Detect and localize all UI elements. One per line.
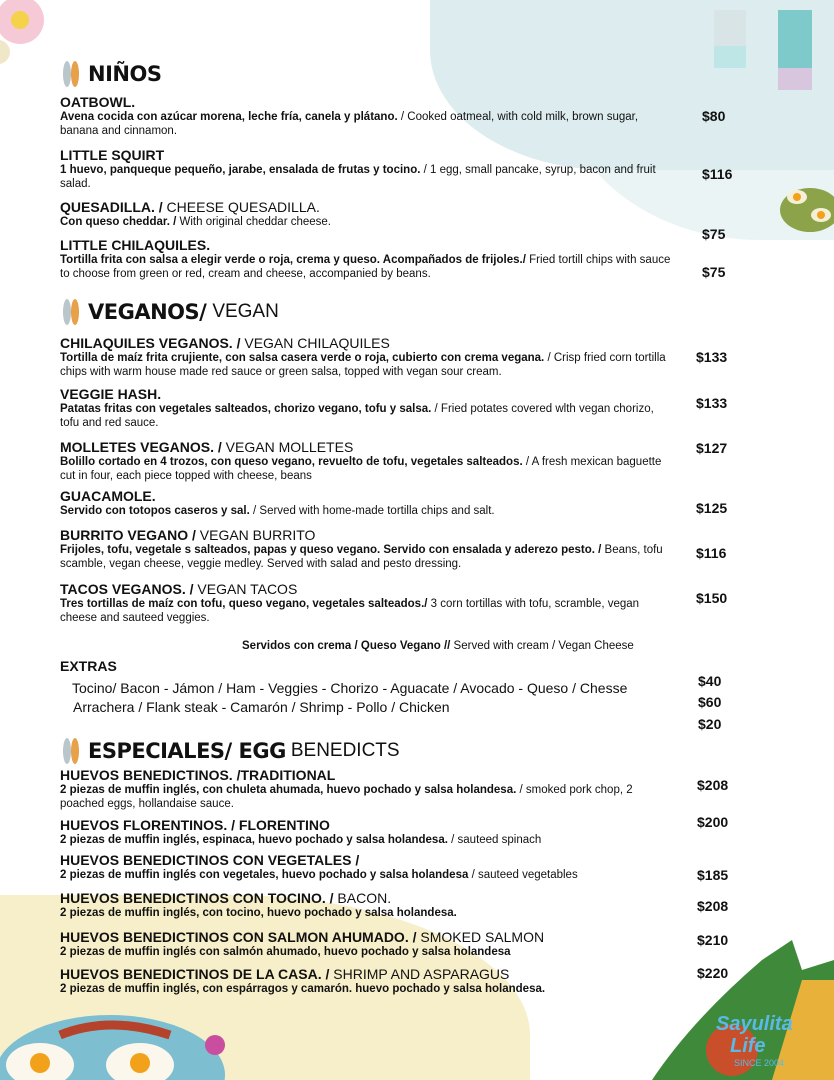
item-name: HUEVOS BENEDICTINOS. /TRADITIONAL	[60, 767, 336, 783]
section-header-especiales	[60, 737, 400, 765]
item-name: HUEVOS FLORENTINOS. / FLORENTINO	[60, 817, 330, 833]
item-name-en: VEGAN TACOS	[193, 581, 298, 597]
item-description: Frijoles, tofu, vegetale s salteados, papas y queso vegano. Servido con ensalada y aderezo pesto. / Beans, tofu scamble, vegan cheese, veggie medley. Served with salad and pesto dressing.	[60, 544, 663, 570]
item-price: $210	[697, 932, 729, 948]
extras-price: $20	[698, 716, 722, 732]
extras-price: $40	[698, 673, 722, 689]
section-title: ESPECIALES/ EGG	[88, 739, 286, 763]
item-price: $150	[696, 590, 728, 606]
item-price: $116	[702, 166, 733, 182]
menu-item	[60, 386, 672, 430]
item-name-en: VEGAN BURRITO	[195, 527, 316, 543]
breakfast-plate-icon	[0, 1005, 230, 1080]
menu-item	[60, 890, 672, 920]
item-description: Patatas fritas con vegetales salteados, chorizo vegano, tofu y salsa. / Fried potates covered wlth vegan chorizo, tofu and red sauce.	[60, 403, 654, 429]
extras-title: EXTRAS	[60, 658, 117, 674]
item-description: 2 piezas de muffin inglés, espinaca, huevo pochado y salsa holandesa. / sauteed spinach	[60, 834, 542, 846]
decor-swatch	[714, 10, 746, 46]
menu-item	[60, 488, 672, 518]
item-description: Servido con totopos caseros y sal. / Served with home-made tortilla chips and salt.	[60, 505, 495, 517]
item-price: $208	[697, 898, 729, 914]
decor-swatch	[778, 10, 812, 68]
item-name: TACOS VEGANOS. /	[60, 581, 194, 597]
item-name-en: BACON.	[333, 890, 392, 906]
item-description: Con queso cheddar. / With original cheddar cheese.	[60, 216, 332, 228]
item-description: Avena cocida con azúcar morena, leche fría, canela y plátano. / Cooked oatmeal, with cold milk, brown sugar, banana and cinnamon.	[60, 111, 639, 137]
item-name: HUEVOS BENEDICTINOS CON TOCINO. /	[60, 890, 334, 906]
item-name: LITTLE CHILAQUILES.	[60, 237, 211, 253]
item-description: 2 piezas de muffin inglés, con espárragos y camarón. huevo pochado y salsa holandesa.	[60, 983, 546, 995]
item-price: $133	[696, 395, 728, 411]
decor-swatch	[714, 46, 746, 68]
menu-item	[60, 581, 672, 625]
decor-swatch	[778, 68, 812, 90]
item-name-en: CHEESE QUESADILLA.	[162, 199, 320, 215]
menu-item	[60, 929, 672, 959]
extras-price: $60	[698, 694, 722, 710]
item-price: $185	[697, 867, 729, 883]
item-name: QUESADILLA. /	[60, 199, 163, 215]
menu-item	[60, 852, 672, 882]
item-description: Tortilla de maíz frita crujiente, con salsa casera verde o roja, cubierto con crema vegana. / Crisp fried corn tortilla chips with warm house made red sauce or green salsa, topped with vegan sour cream.	[60, 352, 666, 378]
served-note: Servidos con crema / Queso Vegano // Served with cream / Vegan Cheese	[242, 640, 634, 652]
item-name: GUACAMOLE.	[60, 488, 156, 504]
menu-item	[60, 817, 672, 847]
section-header-ninos	[60, 60, 161, 88]
item-name-en: VEGAN CHILAQUILES	[240, 335, 390, 351]
item-description: 1 huevo, panqueque pequeño, jarabe, ensalada de frutas y tocino. / 1 egg, small pancake, syrup, bacon and fruit salad.	[60, 164, 656, 190]
item-name-en: SMOKED SALMON	[416, 929, 545, 945]
item-name: HUEVOS BENEDICTINOS CON VEGETALES /	[60, 852, 360, 868]
tropical-logo-icon	[652, 940, 834, 1080]
section-subtitle: BENEDICTS	[290, 740, 400, 761]
item-price: $116	[696, 545, 727, 561]
surfboard-icon	[60, 737, 82, 765]
menu-item	[60, 147, 672, 191]
menu-item	[60, 966, 672, 996]
item-description: 2 piezas de muffin inglés, con chuleta ahumada, huevo pochado y salsa holandesa. / smoked pork chop, 2 poached eggs, hollandaise sauce.	[60, 784, 633, 810]
menu-item	[60, 199, 672, 229]
menu-item	[60, 335, 672, 379]
section-header-veganos	[60, 298, 279, 326]
item-description: Bolillo cortado en 4 trozos, con queso vegano, revuelto de tofu, vegetales salteados. / A fresh mexican baguette cut in four, each piece topped with cheese, beans	[60, 456, 662, 482]
item-description: 2 piezas de muffin inglés con vegetales, huevo pochado y salsa holandesa / sauteed vegetables	[60, 869, 578, 881]
item-price: $133	[696, 349, 728, 365]
extras-line: Tocino/ Bacon - Jámon / Ham - Veggies - Chorizo - Aguacate / Avocado - Queso / Chesse	[72, 680, 628, 696]
section-subtitle: VEGAN	[212, 301, 279, 322]
menu-item	[60, 237, 672, 281]
item-price: $75	[702, 264, 726, 280]
menu-item	[60, 527, 672, 571]
item-price: $220	[697, 965, 729, 981]
item-name: MOLLETES VEGANOS. /	[60, 439, 222, 455]
item-name-en: VEGAN MOLLETES	[221, 439, 354, 455]
item-name: HUEVOS BENEDICTINOS DE LA CASA. /	[60, 966, 330, 982]
item-description: 2 piezas de muffin inglés con salmón ahumado, huevo pochado y salsa holandesa	[60, 946, 511, 958]
item-name: CHILAQUILES VEGANOS. /	[60, 335, 241, 351]
item-price: $127	[696, 440, 728, 456]
surfboard-icon	[60, 298, 82, 326]
item-price: $208	[697, 777, 729, 793]
item-name: VEGGIE HASH.	[60, 386, 162, 402]
section-title: NIÑOS	[88, 62, 162, 86]
item-price: $200	[697, 814, 729, 830]
item-name: LITTLE SQUIRT	[60, 147, 165, 163]
item-price: $80	[702, 108, 726, 124]
background-wash-top	[430, 0, 834, 170]
extras-line: Arrachera / Flank steak - Camarón / Shrimp - Pollo / Chicken	[73, 699, 450, 715]
item-description: Tres tortillas de maíz con tofu, queso vegano, vegetales salteados./ 3 corn tortillas with tofu, scramble, vegan cheese and sauteed veggies.	[60, 598, 640, 624]
item-description: 2 piezas de muffin inglés, con tocino, huevo pochado y salsa holandesa.	[60, 907, 457, 919]
item-name: OATBOWL.	[60, 94, 136, 110]
eggs-icon	[775, 175, 834, 245]
svg-text:SINCE 2004: SINCE 2004	[734, 1058, 785, 1068]
svg-text:Life: Life	[730, 1035, 766, 1057]
item-description: Tortilla frita con salsa a elegir verde o roja, crema y queso. Acompañados de frijoles./ Fried tortill chips with sauce to choose from green or red, cream and cheese, accompanied by beans.	[60, 254, 671, 280]
svg-text:Sayulita: Sayulita	[716, 1013, 793, 1035]
item-name: HUEVOS BENEDICTINOS CON SALMON AHUMADO. /	[60, 929, 417, 945]
surfboard-icon	[60, 60, 82, 88]
item-name-en: SHRIMP AND ASPARAGUS	[329, 966, 510, 982]
item-name: BURRITO VEGANO /	[60, 527, 196, 543]
item-price: $75	[702, 226, 726, 242]
item-price: $125	[696, 500, 728, 516]
menu-item	[60, 767, 672, 811]
menu-item	[60, 94, 672, 138]
menu-item	[60, 439, 672, 483]
section-title: VEGANOS/	[88, 300, 207, 324]
